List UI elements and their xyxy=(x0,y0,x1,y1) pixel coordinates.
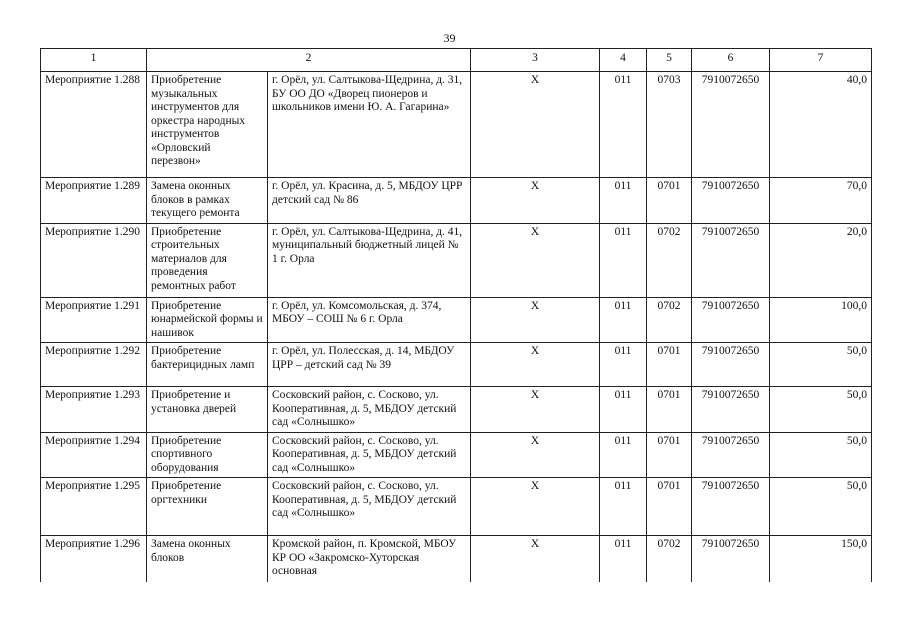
measure-name: Приобретение спортивного оборудования xyxy=(147,432,268,478)
header-col-4: 4 xyxy=(600,49,647,72)
table-row xyxy=(41,297,872,343)
measure-col4: 011 xyxy=(600,297,647,343)
table-row xyxy=(41,178,872,224)
measure-col4: 011 xyxy=(600,72,647,178)
measure-col5: 0701 xyxy=(647,178,692,224)
measure-name: Замена оконных блоков в рамках текущего ремонта xyxy=(147,178,268,224)
measure-col7: 50,0 xyxy=(770,387,872,433)
measure-id: Мероприятие 1.293 xyxy=(41,387,147,433)
measure-col7: 50,0 xyxy=(770,432,872,478)
measure-location: г. Орёл, ул. Салтыкова-Щедрина, д. 41, муниципальный бюджетный лицей № 1 г. Орла xyxy=(268,223,471,297)
measure-col7: 50,0 xyxy=(770,343,872,387)
measure-location: г. Орёл, ул. Полесская, д. 14, МБДОУ ЦРР – детский сад № 39 xyxy=(268,343,471,387)
measure-location: Сосковский район, с. Сосково, ул. Кооперативная, д. 5, МБДОУ детский сад «Солнышко» xyxy=(268,387,471,433)
measure-col7: 20,0 xyxy=(770,223,872,297)
measure-col6: 7910072650 xyxy=(692,387,770,433)
table-row xyxy=(41,478,872,536)
header-row xyxy=(41,49,872,72)
measure-id: Мероприятие 1.289 xyxy=(41,178,147,224)
measure-col3: Х xyxy=(471,223,600,297)
table-row xyxy=(41,223,872,297)
measure-col5: 0702 xyxy=(647,297,692,343)
table-row xyxy=(41,72,872,178)
measure-location: Кромской район, п. Кромской, МБОУ КР ОО «Закромско-Хуторская основная xyxy=(268,536,471,582)
table-row xyxy=(41,387,872,433)
measure-name: Приобретение и установка дверей xyxy=(147,387,268,433)
measure-location: Сосковский район, с. Сосково, ул. Кооперативная, д. 5, МБДОУ детский сад «Солнышко» xyxy=(268,478,471,536)
measure-col6: 7910072650 xyxy=(692,432,770,478)
measure-id: Мероприятие 1.295 xyxy=(41,478,147,536)
measure-col7: 70,0 xyxy=(770,178,872,224)
measure-id: Мероприятие 1.291 xyxy=(41,297,147,343)
measure-id: Мероприятие 1.290 xyxy=(41,223,147,297)
measure-col3: Х xyxy=(471,478,600,536)
header-col-5: 5 xyxy=(647,49,692,72)
measure-col7: 40,0 xyxy=(770,72,872,178)
measure-location: г. Орёл, ул. Комсомольская, д. 374, МБОУ – СОШ № 6 г. Орла xyxy=(268,297,471,343)
table-row xyxy=(41,536,872,582)
measure-col6: 7910072650 xyxy=(692,343,770,387)
measure-col5: 0701 xyxy=(647,387,692,433)
measure-col3: Х xyxy=(471,536,600,582)
measure-location: Сосковский район, с. Сосково, ул. Кооперативная, д. 5, МБДОУ детский сад «Солнышко» xyxy=(268,432,471,478)
measure-id: Мероприятие 1.294 xyxy=(41,432,147,478)
page-number: 39 xyxy=(443,31,456,45)
measure-col7: 150,0 xyxy=(770,536,872,582)
measure-location: г. Орёл, ул. Салтыкова-Щедрина, д. 31, БУ ОО ДО «Дворец пионеров и школьников имени Ю. А. Гагарина» xyxy=(268,72,471,178)
measure-name: Приобретение строительных материалов для проведения ремонтных работ xyxy=(147,223,268,297)
measure-col7: 50,0 xyxy=(770,478,872,536)
measure-col6: 7910072650 xyxy=(692,478,770,536)
measure-col4: 011 xyxy=(600,178,647,224)
measure-col6: 7910072650 xyxy=(692,178,770,224)
measure-id: Мероприятие 1.288 xyxy=(41,72,147,178)
measure-col4: 011 xyxy=(600,387,647,433)
table-row xyxy=(41,432,872,478)
measure-id: Мероприятие 1.292 xyxy=(41,343,147,387)
measure-col6: 7910072650 xyxy=(692,72,770,178)
measure-col5: 0701 xyxy=(647,478,692,536)
measure-location: г. Орёл, ул. Красина, д. 5, МБДОУ ЦРР детский сад № 86 xyxy=(268,178,471,224)
measure-name: Приобретение бактерицидных ламп xyxy=(147,343,268,387)
measure-col4: 011 xyxy=(600,223,647,297)
measure-col5: 0702 xyxy=(647,223,692,297)
measure-col4: 011 xyxy=(600,536,647,582)
measures-table xyxy=(40,48,872,582)
measure-name: Приобретение оргтехники xyxy=(147,478,268,536)
measure-name: Приобретение юнармейской формы и нашивок xyxy=(147,297,268,343)
measure-col5: 0703 xyxy=(647,72,692,178)
measure-col3: Х xyxy=(471,432,600,478)
measure-col3: Х xyxy=(471,72,600,178)
header-col-2: 2 xyxy=(147,49,471,72)
measure-col4: 011 xyxy=(600,432,647,478)
measure-col7: 100,0 xyxy=(770,297,872,343)
header-col-6: 6 xyxy=(692,49,770,72)
measure-col5: 0701 xyxy=(647,432,692,478)
measure-name: Замена оконных блоков xyxy=(147,536,268,582)
measure-col3: Х xyxy=(471,387,600,433)
measure-name: Приобретение музыкальных инструментов для оркестра народных инструментов «Орловский перезвон» xyxy=(147,72,268,178)
measure-col5: 0702 xyxy=(647,536,692,582)
measure-col3: Х xyxy=(471,178,600,224)
header-col-7: 7 xyxy=(770,49,872,72)
measure-id: Мероприятие 1.296 xyxy=(41,536,147,582)
measure-col3: Х xyxy=(471,343,600,387)
measure-col4: 011 xyxy=(600,478,647,536)
measure-col5: 0701 xyxy=(647,343,692,387)
measure-col4: 011 xyxy=(600,343,647,387)
header-col-3: 3 xyxy=(471,49,600,72)
header-col-1: 1 xyxy=(41,49,147,72)
table-row xyxy=(41,343,872,387)
measure-col6: 7910072650 xyxy=(692,297,770,343)
measure-col6: 7910072650 xyxy=(692,223,770,297)
measure-col6: 7910072650 xyxy=(692,536,770,582)
measure-col3: Х xyxy=(471,297,600,343)
